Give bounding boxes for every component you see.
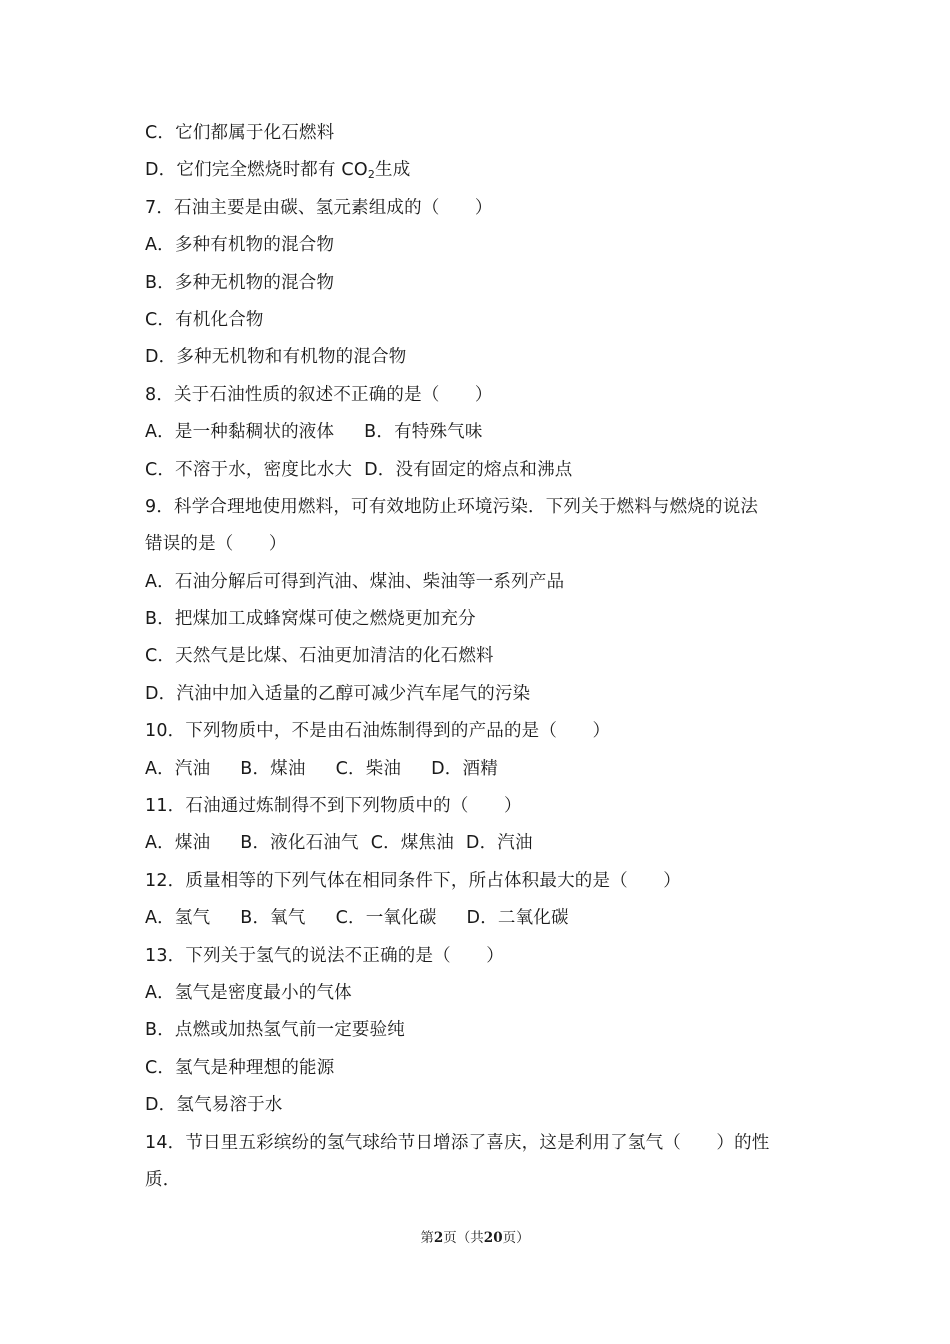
q7-option-d: D．多种无机物和有机物的混合物 — [145, 347, 407, 368]
footer-page-number: 2 — [433, 1230, 444, 1246]
q10-options — [145, 751, 815, 788]
q6-option-d — [145, 152, 815, 189]
q8-option-c: C．不溶于水，密度比水大 — [145, 459, 353, 480]
q6-option-d-text: D．它们完全燃烧时都有 CO — [145, 160, 368, 181]
q10-option-b: B．煤油 — [240, 758, 306, 779]
question-list — [145, 115, 815, 1199]
q10-option-c: C．柴油 — [335, 758, 402, 779]
q12-option-d: D．二氧化碳 — [466, 908, 569, 929]
q13-stem: 13．下列关于氢气的说法不正确的是（ ） — [145, 945, 504, 966]
q10-option-a: A．汽油 — [145, 758, 211, 779]
q13-option-d: D．氢气易溶于水 — [145, 1095, 283, 1116]
q8-option-b: B．有特殊气味 — [364, 422, 483, 443]
q11-option-b: B．液化石油气 — [240, 833, 359, 854]
q9-option-d: D．汽油中加入适量的乙醇可减少汽车尾气的污染 — [145, 683, 531, 704]
q11-option-c: C．煤焦油 — [370, 833, 454, 854]
q11-options — [145, 825, 815, 862]
q10-option-d: D．酒精 — [431, 758, 498, 779]
q11-option-a: A．煤油 — [145, 833, 211, 854]
footer-suffix: 页） — [502, 1230, 530, 1246]
q13-option-a: A．氢气是密度最小的气体 — [145, 982, 352, 1003]
q12-option-b: B．氧气 — [240, 908, 306, 929]
q10-stem: 10．下列物质中，不是由石油炼制得到的产品的是（ ） — [145, 721, 611, 742]
q9-option-a: A．石油分解后可得到汽油、煤油、柴油等一系列产品 — [145, 571, 565, 592]
q14-stem-line2: 质． — [145, 1169, 181, 1190]
q8-options-cd — [145, 452, 815, 489]
q7-option-a: A．多种有机物的混合物 — [145, 235, 335, 256]
co2-subscript: 2 — [367, 168, 376, 182]
q11-option-d: D．汽油 — [465, 833, 533, 854]
q9-stem-line2: 错误的是（ ） — [145, 534, 287, 555]
q9-option-c: C．天然气是比煤、石油更加清洁的化石燃料 — [145, 646, 494, 667]
q9-option-b: B．把煤加工成蜂窝煤可使之燃烧更加充分 — [145, 609, 476, 630]
footer-middle: 页（共 — [443, 1230, 484, 1246]
q6-option-d-suffix: 生成 — [375, 160, 411, 181]
q13-option-b: B．点燃或加热氢气前一定要验纯 — [145, 1020, 406, 1041]
q13-option-c: C．氢气是种理想的能源 — [145, 1057, 335, 1078]
q14-stem-line1: 14．节日里五彩缤纷的氢气球给节日增添了喜庆，这是利用了氢气（ ）的性 — [145, 1132, 770, 1153]
footer-prefix: 第 — [420, 1230, 434, 1246]
q7-option-c: C．有机化合物 — [145, 309, 264, 330]
q12-option-a: A．氢气 — [145, 908, 211, 929]
footer-total-pages: 20 — [483, 1230, 503, 1246]
q12-option-c: C．一氧化碳 — [335, 908, 437, 929]
page-footer — [0, 1226, 950, 1246]
q8-option-d: D．没有固定的熔点和沸点 — [364, 459, 573, 480]
q7-option-b: B．多种无机物的混合物 — [145, 272, 335, 293]
q12-options — [145, 900, 815, 937]
q7-stem: 7．石油主要是由碳、氢元素组成的（ ） — [145, 197, 493, 218]
q9-stem-line1: 9．科学合理地使用燃料，可有效地防止环境污染．下列关于燃料与燃烧的说法 — [145, 496, 759, 517]
q6-option-c: C．它们都属于化石燃料 — [145, 123, 335, 143]
q8-option-a: A．是一种黏稠状的液体 — [145, 422, 335, 443]
q8-stem: 8．关于石油性质的叙述不正确的是（ ） — [145, 384, 493, 405]
q8-options-ab — [145, 414, 815, 451]
q12-stem: 12．质量相等的下列气体在相同条件下，所占体积最大的是（ ） — [145, 870, 681, 891]
q11-stem: 11．石油通过炼制得不到下列物质中的（ ） — [145, 796, 522, 817]
